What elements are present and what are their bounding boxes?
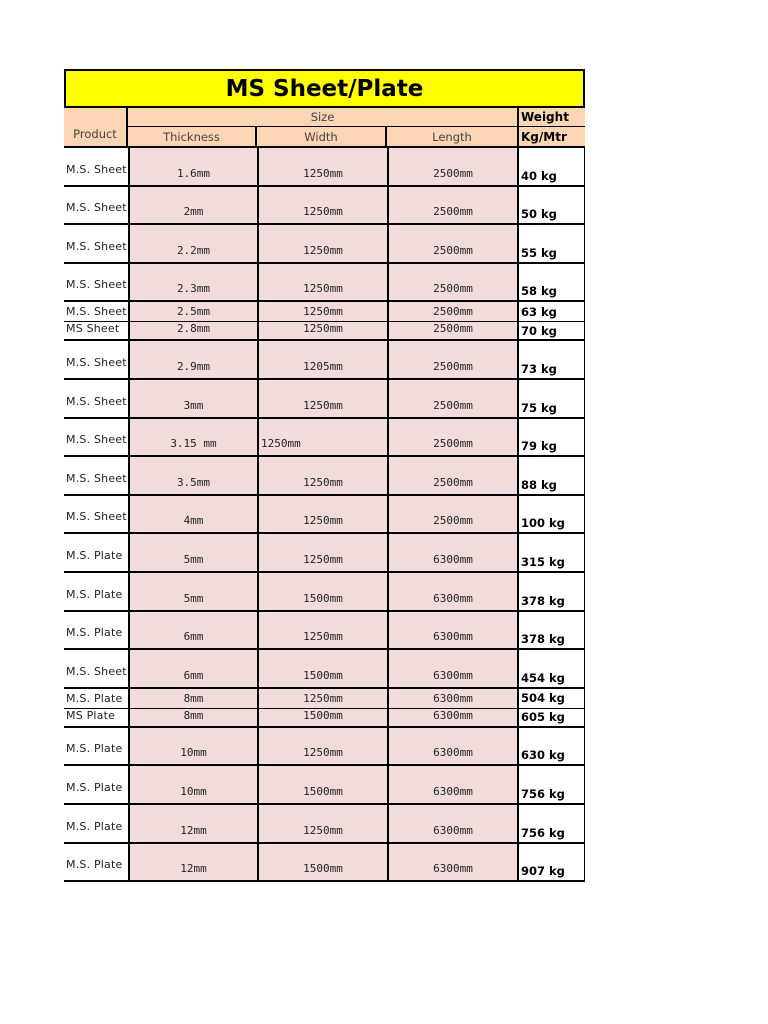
cell-weight[interactable]: 315 kg — [517, 534, 585, 571]
cell-width[interactable]: 1250mm — [257, 322, 387, 339]
cell-thickness[interactable]: 12mm — [128, 844, 257, 881]
cell-thickness[interactable]: 2.3mm — [128, 264, 257, 301]
cell-weight[interactable]: 605 kg — [517, 709, 585, 726]
cell-length[interactable]: 6300mm — [387, 534, 517, 571]
cell-width[interactable]: 1205mm — [257, 341, 387, 378]
header-width: Width — [257, 127, 387, 146]
cell-length[interactable]: 2500mm — [387, 341, 517, 378]
cell-thickness[interactable]: 10mm — [128, 766, 257, 803]
cell-thickness[interactable]: 2.5mm — [128, 302, 257, 321]
cell-width[interactable]: 1500mm — [257, 844, 387, 881]
cell-weight[interactable]: 55 kg — [517, 225, 585, 262]
cell-length[interactable]: 6300mm — [387, 728, 517, 765]
cell-length[interactable]: 2500mm — [387, 380, 517, 417]
cell-length[interactable]: 2500mm — [387, 496, 517, 533]
table-row — [64, 805, 585, 844]
cell-product[interactable]: M.S. Plate — [64, 805, 128, 842]
cell-weight[interactable]: 73 kg — [517, 341, 585, 378]
header-weight-unit: Kg/Mtr — [517, 127, 585, 146]
cell-thickness[interactable]: 8mm — [128, 709, 257, 726]
cell-width[interactable]: 1250mm — [257, 805, 387, 842]
table-row — [64, 341, 585, 380]
cell-product[interactable]: M.S. Plate — [64, 844, 128, 881]
cell-thickness[interactable]: 5mm — [128, 534, 257, 571]
cell-weight[interactable]: 79 kg — [517, 419, 585, 456]
cell-weight[interactable]: 378 kg — [517, 612, 585, 649]
cell-product[interactable]: M.S. Sheet — [64, 264, 128, 301]
cell-weight[interactable]: 454 kg — [517, 650, 585, 687]
table-row — [64, 322, 585, 341]
cell-product[interactable]: M.S. Sheet — [64, 302, 128, 321]
table-row — [64, 457, 585, 496]
cell-product[interactable]: MS Plate — [64, 709, 128, 726]
table-row — [64, 573, 585, 612]
header-weight: Weight — [517, 108, 585, 127]
cell-weight[interactable]: 630 kg — [517, 728, 585, 765]
cell-product[interactable]: M.S. Plate — [64, 534, 128, 571]
cell-product[interactable]: M.S. Plate — [64, 728, 128, 765]
cell-width[interactable]: 1250mm — [257, 496, 387, 533]
table-row — [64, 148, 585, 187]
cell-length[interactable]: 2500mm — [387, 225, 517, 262]
cell-length[interactable]: 2500mm — [387, 264, 517, 301]
cell-width[interactable]: 1250mm — [257, 689, 387, 708]
table-row — [64, 728, 585, 767]
cell-length[interactable]: 6300mm — [387, 844, 517, 881]
header-thickness: Thickness — [128, 127, 257, 146]
cell-thickness[interactable]: 3.15 mm — [128, 419, 257, 456]
cell-thickness[interactable]: 6mm — [128, 650, 257, 687]
cell-width[interactable]: 1250mm — [257, 302, 387, 321]
header-product: Product — [64, 108, 128, 146]
cell-width[interactable]: 1250mm — [257, 612, 387, 649]
cell-product[interactable]: M.S. Sheet — [64, 380, 128, 417]
table-body — [64, 148, 585, 882]
cell-thickness[interactable]: 3mm — [128, 380, 257, 417]
cell-thickness[interactable]: 6mm — [128, 612, 257, 649]
table-row — [64, 419, 585, 458]
spreadsheet-table — [64, 69, 585, 882]
cell-width[interactable]: 1250mm — [257, 148, 387, 185]
cell-length[interactable]: 2500mm — [387, 187, 517, 224]
cell-length[interactable]: 2500mm — [387, 322, 517, 339]
cell-width[interactable]: 1250mm — [257, 534, 387, 571]
cell-width[interactable]: 1250mm — [257, 225, 387, 262]
cell-product[interactable]: M.S. Sheet — [64, 457, 128, 494]
cell-length[interactable]: 2500mm — [387, 148, 517, 185]
cell-thickness[interactable]: 3.5mm — [128, 457, 257, 494]
cell-length[interactable]: 6300mm — [387, 689, 517, 708]
cell-thickness[interactable]: 2.8mm — [128, 322, 257, 339]
cell-product[interactable]: M.S. Plate — [64, 766, 128, 803]
cell-weight[interactable]: 88 kg — [517, 457, 585, 494]
cell-width[interactable]: 1250mm — [257, 728, 387, 765]
cell-weight[interactable]: 907 kg — [517, 844, 585, 881]
cell-product[interactable]: M.S. Plate — [64, 612, 128, 649]
table-row — [64, 187, 585, 226]
cell-width[interactable]: 1250mm — [257, 264, 387, 301]
cell-weight[interactable]: 504 kg — [517, 689, 585, 708]
cell-weight[interactable]: 63 kg — [517, 302, 585, 321]
cell-weight[interactable]: 50 kg — [517, 187, 585, 224]
cell-thickness[interactable]: 12mm — [128, 805, 257, 842]
cell-thickness[interactable]: 5mm — [128, 573, 257, 610]
cell-thickness[interactable]: 10mm — [128, 728, 257, 765]
table-row — [64, 225, 585, 264]
cell-thickness[interactable]: 4mm — [128, 496, 257, 533]
cell-weight[interactable]: 100 kg — [517, 496, 585, 533]
table-row — [64, 689, 585, 709]
table-row — [64, 496, 585, 535]
cell-length[interactable]: 6300mm — [387, 766, 517, 803]
cell-product[interactable]: M.S. Sheet — [64, 148, 128, 185]
cell-length[interactable]: 6300mm — [387, 612, 517, 649]
cell-weight[interactable]: 756 kg — [517, 805, 585, 842]
table-row — [64, 264, 585, 303]
cell-weight[interactable]: 756 kg — [517, 766, 585, 803]
header-size: Size — [128, 108, 517, 127]
table-row — [64, 650, 585, 689]
cell-product[interactable]: M.S. Sheet — [64, 187, 128, 224]
cell-product[interactable]: M.S. Sheet — [64, 225, 128, 262]
cell-product[interactable]: M.S. Sheet — [64, 419, 128, 456]
cell-product[interactable]: MS Sheet — [64, 322, 128, 339]
cell-product[interactable]: M.S. Sheet — [64, 650, 128, 687]
cell-length[interactable]: 2500mm — [387, 419, 517, 456]
table-row — [64, 709, 585, 728]
table-row — [64, 766, 585, 805]
cell-width[interactable]: 1500mm — [257, 766, 387, 803]
cell-width[interactable]: 1250mm — [257, 380, 387, 417]
cell-width[interactable]: 1250mm — [257, 187, 387, 224]
cell-weight[interactable]: 75 kg — [517, 380, 585, 417]
cell-thickness[interactable]: 1.6mm — [128, 148, 257, 185]
cell-thickness[interactable]: 2.9mm — [128, 341, 257, 378]
header-length: Length — [432, 129, 472, 144]
cell-length[interactable]: 6300mm — [387, 709, 517, 726]
table-row — [64, 534, 585, 573]
table-row — [64, 302, 585, 322]
cell-thickness[interactable]: 2.2mm — [128, 225, 257, 262]
cell-width[interactable]: 1250mm — [257, 457, 387, 494]
cell-length[interactable]: 6300mm — [387, 573, 517, 610]
cell-product[interactable]: M.S. Plate — [64, 689, 128, 708]
table-row — [64, 612, 585, 651]
cell-thickness[interactable]: 2mm — [128, 187, 257, 224]
table-row — [64, 844, 585, 883]
table-title: MS Sheet/Plate — [64, 69, 585, 108]
cell-width[interactable]: 1500mm — [257, 573, 387, 610]
header-row — [64, 108, 585, 148]
cell-product[interactable]: M.S. Sheet — [64, 341, 128, 378]
cell-weight[interactable]: 40 kg — [517, 148, 585, 185]
cell-width[interactable]: 1250mm — [257, 419, 387, 456]
cell-length[interactable]: 6300mm — [387, 805, 517, 842]
table-row — [64, 380, 585, 419]
cell-weight[interactable]: 70 kg — [517, 322, 585, 339]
cell-product[interactable]: M.S. Plate — [64, 573, 128, 610]
cell-width[interactable]: 1500mm — [257, 650, 387, 687]
cell-weight[interactable]: 378 kg — [517, 573, 585, 610]
cell-length[interactable]: 2500mm — [387, 457, 517, 494]
cell-thickness[interactable]: 8mm — [128, 689, 257, 708]
cell-product[interactable]: M.S. Sheet — [64, 496, 128, 533]
cell-length[interactable]: 2500mm — [387, 302, 517, 321]
cell-length[interactable]: 6300mm — [387, 650, 517, 687]
cell-weight[interactable]: 58 kg — [517, 264, 585, 301]
cell-width[interactable]: 1500mm — [257, 709, 387, 726]
